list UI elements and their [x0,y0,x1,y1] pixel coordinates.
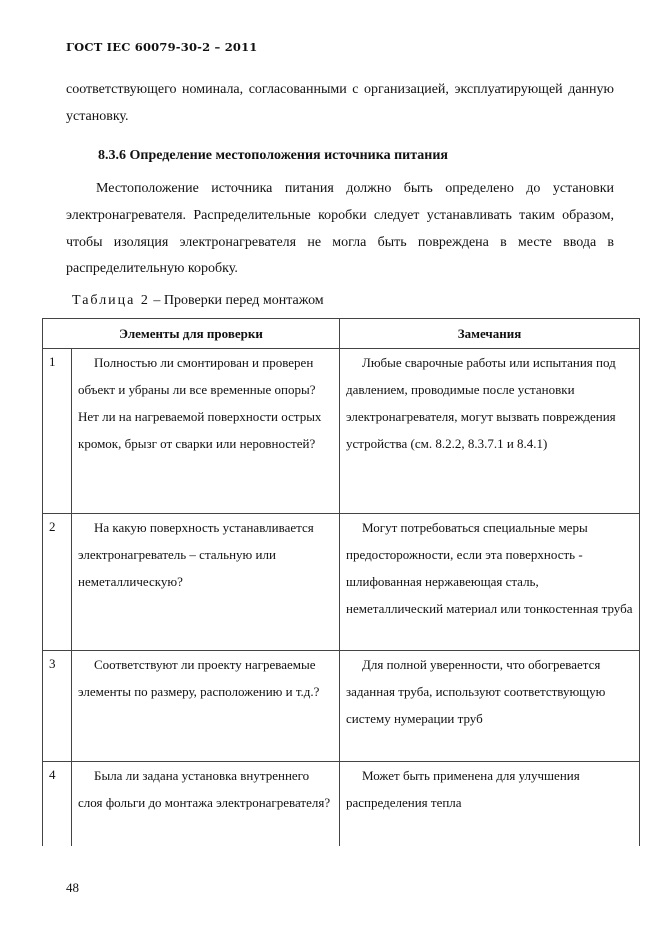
table-row [43,514,640,651]
checks-table [42,318,640,846]
intro-paragraph: соответствующего номинала, согласованными с организацией, эксплуатирующей данную установку. [66,82,614,124]
row-element-text: Соответствуют ли проекту нагреваемые элементы по размеру, расположению и т.д.? [78,657,320,699]
row-element [72,651,340,762]
table-caption-text: – Проверки перед монтажом [149,293,324,308]
header-notes: Замечания [340,319,640,349]
table-caption [72,293,324,309]
row-note [340,651,640,762]
row-number: 4 [43,762,72,847]
row-note [340,349,640,514]
row-note [340,762,640,847]
table-header-row [43,319,640,349]
standard-header: ГОСТ IEC 60079-30-2 – 2011 [66,40,258,54]
row-number: 2 [43,514,72,651]
table-caption-label: Таблица 2 [72,293,150,308]
table-row [43,651,640,762]
row-note-text: Любые сварочные работы или испытания под давлением, проводимые после установки электронагревателя, могут вызвать повреждения устройства (см. 8.2.2, 8.3.7.1 и 8.4.1) [346,355,616,451]
row-element-text: Была ли задана установка внутреннего слоя фольги до монтажа электронагревателя? [78,768,331,810]
row-element-text: На какую поверхность устанавливается электронагреватель – стальную или неметаллическую? [78,520,314,589]
row-note-text: Может быть применена для улучшения распределения тепла [346,768,580,810]
row-note-text: Для полной уверенности, что обогревается заданная труба, используют соответствующую систему нумерации труб [346,657,606,726]
section-title: 8.3.6 Определение местоположения источника питания [98,148,448,163]
section-paragraph: Местоположение источника питания должно быть определено до установки электронагревателя. Распределительные коробки следует устанавливать таким образом, чтобы изоляция электронагревателя не могла быть повреждена в месте ввода в распределительную коробку. [66,181,614,277]
table-row [43,349,640,514]
row-element-text: Полностью ли смонтирован и проверен объект и убраны ли все временные опоры? Нет ли на нагреваемой поверхности острых кромок, брызг от сварки или неровностей? [78,355,322,451]
row-number: 3 [43,651,72,762]
row-element [72,349,340,514]
row-element [72,762,340,847]
row-note-text: Могут потребоваться специальные меры предосторожности, если эта поверхность - шлифованная нержавеющая сталь, неметаллический материал или тонкостенная труба [346,520,633,616]
table-row [43,762,640,847]
row-element [72,514,340,651]
row-number: 1 [43,349,72,514]
header-elements: Элементы для проверки [43,319,340,349]
page-number: 48 [66,880,79,895]
row-note [340,514,640,651]
